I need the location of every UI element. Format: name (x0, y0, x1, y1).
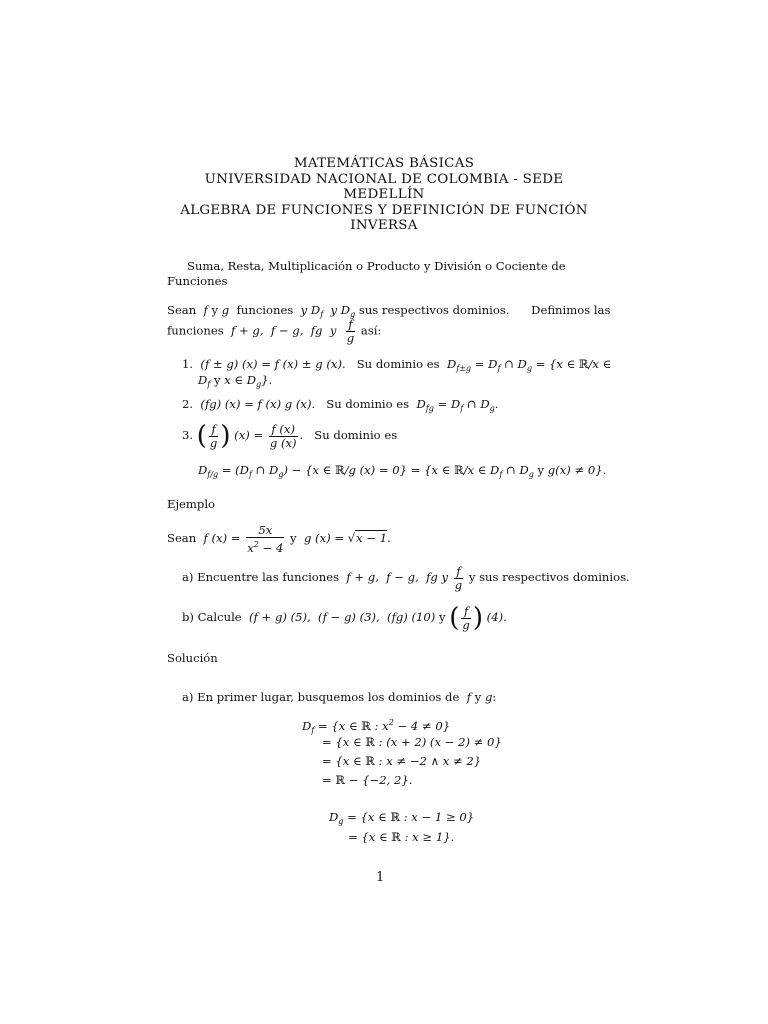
list-item-3-domain: $D_{f/g} = (D_f$ ∩ $D_g) - \{x$ ∈ ℝ/g (x) = 0} = {x ∈ ℝ/x ∈ $D_f$ ∩ $D_g$ y g(x) ≠ 0}. (198, 463, 607, 479)
intro-definimos: Definimos las (531, 303, 611, 317)
intro-sean: Sean (167, 303, 197, 317)
list-item-3: 3. ( $\frac{f}{g}$ ) (x) = $\frac{f (x)}{g (x)}$ . Su dominio es (182, 421, 398, 451)
item-dominio-text: Su dominio es (326, 397, 410, 411)
task-b-y: y (439, 610, 446, 624)
task-b: b) Calcule (f + g) (5), (f − g) (3), (fg) (10) y ( $\frac{f}{g}$ ) (4). (182, 603, 507, 633)
intro-line2: funciones f + g, f − g, fg y $\frac{f}{g}$ así: (167, 317, 382, 345)
item-number: 1. (182, 357, 194, 371)
title-line: ALGEBRA DE FUNCIONES Y DEFINICIÓN DE FUNCIÓN (180, 202, 588, 218)
task-a-tail: y sus respectivos dominios. (468, 570, 630, 584)
df-equation-line1: $D_f = \{x$ ∈ ℝ : $x^2 - 4 \ne 0$} (302, 718, 451, 735)
solution-a-text: En primer lugar, busquemos los dominios de (197, 690, 460, 704)
document-title (160, 156, 608, 234)
df-equation-line2: = {x ∈ ℝ : (x + 2) (x − 2) ≠ 0} (322, 735, 502, 749)
title-line: UNIVERSIDAD NACIONAL DE COLOMBIA - SEDE (204, 171, 564, 187)
item-dominio-text: Su dominio es (356, 357, 440, 371)
task-a-label: a) (182, 570, 194, 584)
ejemplo-y: y (290, 531, 297, 545)
section-heading-line1: Suma, Resta, Multiplicación o Producto y División o Cociente de (187, 259, 566, 273)
task-b-text: Calcule (197, 610, 242, 624)
title-line: INVERSA (350, 218, 418, 234)
dg-equation-line2: = {x ∈ ℝ : x ≥ 1}. (348, 830, 455, 844)
ejemplo-sean: Sean (167, 531, 197, 545)
solucion-heading: Solución (167, 651, 218, 665)
ejemplo-definition: Sean f (x) = $\frac{5x}{x^2 - 4}$ y g (x) = √x − 1. (167, 522, 391, 555)
task-a-text: Encuentre las funciones (197, 570, 340, 584)
intro-funciones-word: funciones (167, 323, 224, 338)
solution-a: a) En primer lugar, busquemos los dominios de f y g: (182, 690, 497, 704)
intro-funciones: funciones (236, 303, 294, 317)
item-y: y (537, 463, 545, 477)
list-item-2: 2. (fg) (x) = f (x) g (x). Su dominio es $D_{fg} = D_f$ ∩ $D_g$. (182, 397, 499, 413)
item-dominio-text: Su dominio es (314, 428, 398, 442)
solution-y: y (474, 690, 482, 704)
page-number: 1 (376, 870, 385, 885)
list-item-1: 1. (f ± g) (x) = f (x) ± g (x). Su dominio es $D_{f\pm g} = D_f$ ∩ $D_g = \{x$ ∈ ℝ/x ∈ (182, 357, 612, 373)
task-b-label: b) (182, 610, 194, 624)
item-y: y (213, 373, 221, 387)
df-equation-line4: = ℝ − {−2, 2}. (322, 773, 413, 787)
intro-asi: así: (360, 323, 382, 338)
item-number: 3. (182, 428, 194, 442)
section-heading-line2: Funciones (167, 274, 228, 288)
list-item-1-cont: $D_f$ y x ∈ $D_g$}. (198, 373, 273, 389)
title-line: MEDELLÍN (343, 187, 425, 203)
ejemplo-heading: Ejemplo (167, 497, 216, 511)
dg-equation-line1: $D_g = \{x$ ∈ ℝ : x − 1 ≥ 0} (329, 810, 475, 826)
fraction-f-over-g: $\frac{f}{g}$ (346, 317, 355, 345)
intro-line1: Sean f y g funciones y $D_f$ y $D_g$ sus respectivos dominios. Definimos las (167, 303, 611, 319)
df-equation-line3: = {x ∈ ℝ : x ≠ −2 ∧ x ≠ 2} (322, 754, 482, 768)
item-number: 2. (182, 397, 194, 411)
solution-a-label: a) (182, 690, 194, 704)
title-line: MATEMÁTICAS BÁSICAS (293, 156, 475, 171)
intro-y: y (211, 303, 219, 317)
task-a: a) Encuentre las funciones f + g, f − g, fg y $\frac{f}{g}$ y sus respectivos dominios. (182, 563, 630, 592)
intro-dominios: sus respectivos dominios. (358, 303, 510, 317)
